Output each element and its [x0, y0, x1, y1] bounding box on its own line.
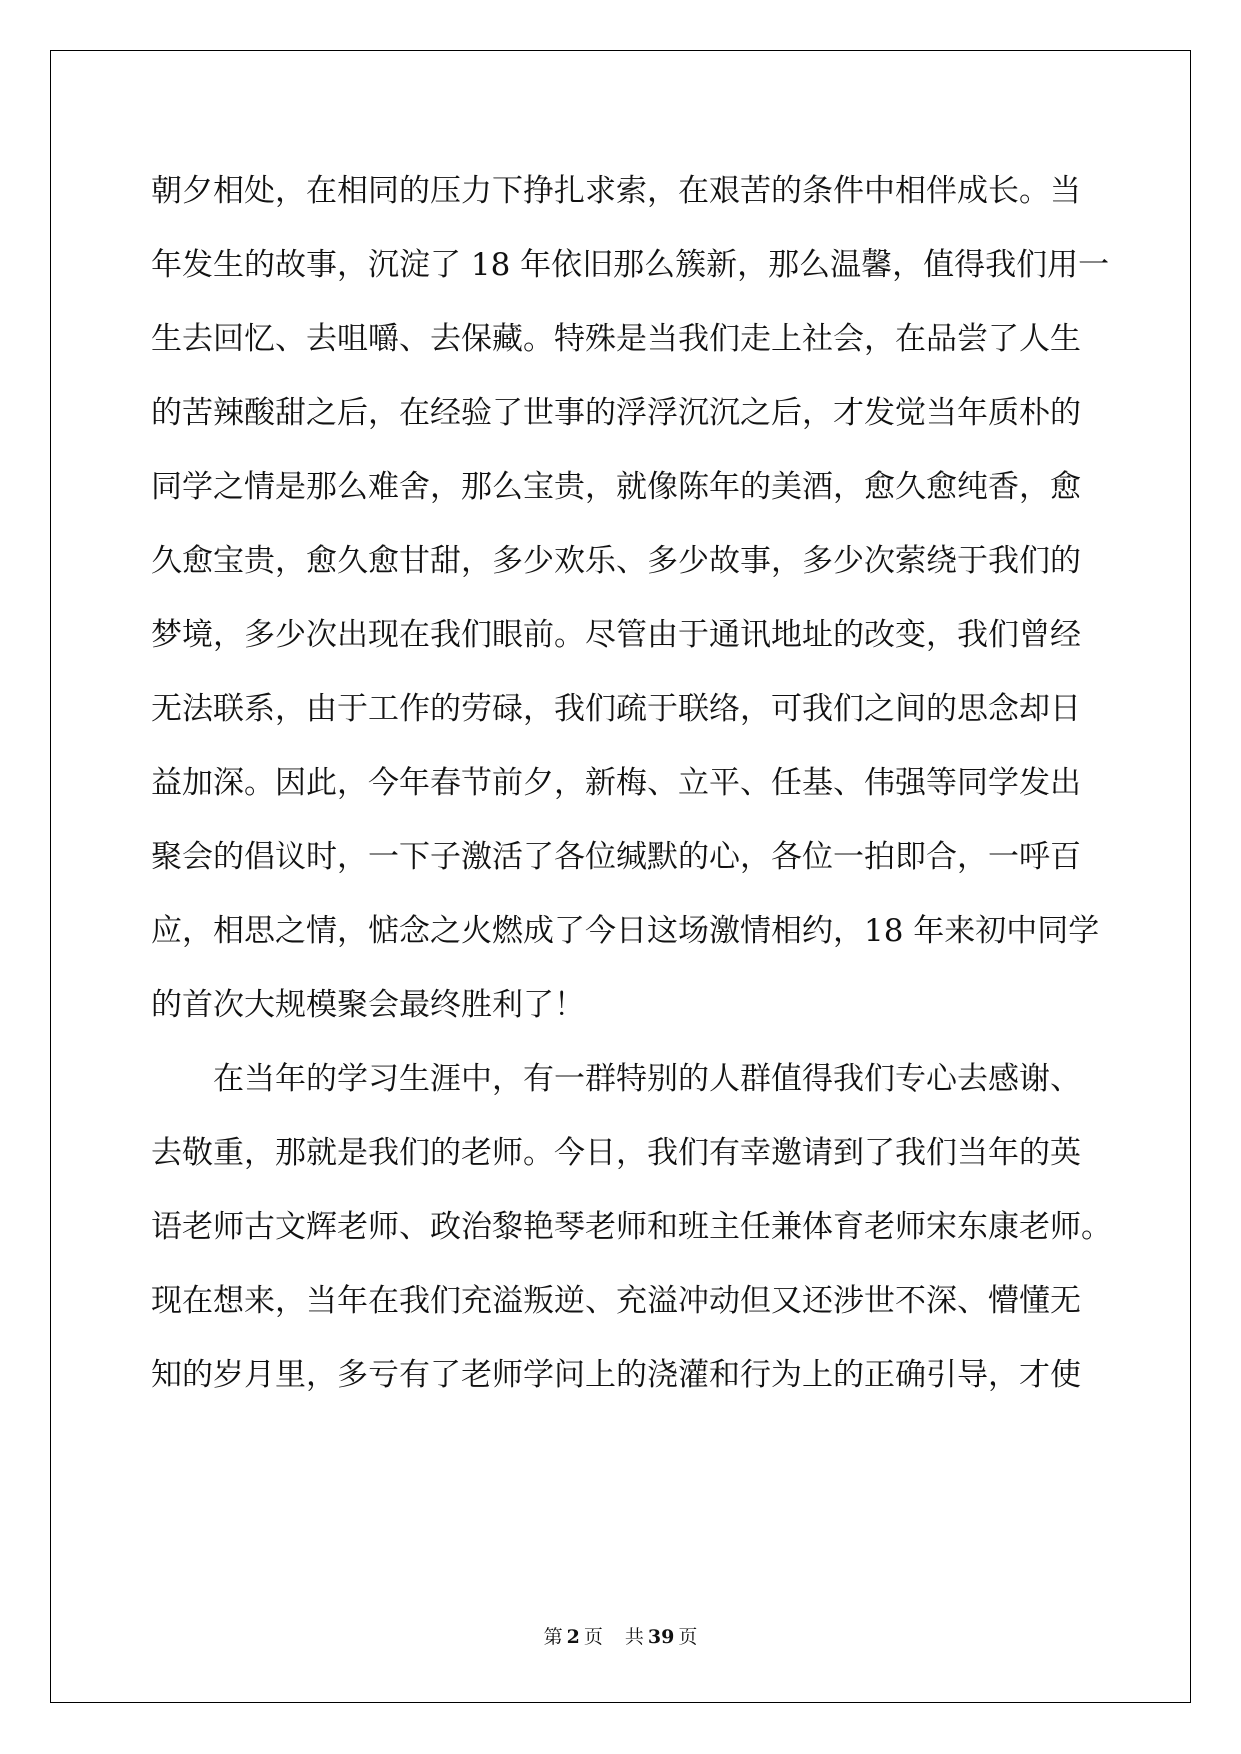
text-line: 同学之情是那么难舍，那么宝贵，就像陈年的美酒，愈久愈纯香，愈: [151, 469, 1081, 505]
total-indicator: [621, 1626, 701, 1648]
text-line: 的首次大规模聚会最终胜利了！: [151, 987, 585, 1023]
text-line: 生去回忆、去咀嚼、去保藏。特殊是当我们走上社会，在品尝了人生: [151, 321, 1081, 357]
text-line: 益加深。因此，今年春节前夕，新梅、立平、任基、伟强等同学发出: [151, 765, 1081, 801]
text-line: 久愈宝贵，愈久愈甘甜，多少欢乐、多少故事，多少次萦绕于我们的: [151, 543, 1081, 579]
text-line: 去敬重，那就是我们的老师。今日，我们有幸邀请到了我们当年的英: [151, 1135, 1081, 1171]
paragraph-2: [151, 1042, 1112, 1412]
paragraph-1: [151, 154, 1110, 1042]
text-line: 语老师古文辉老师、政治黎艳琴老师和班主任兼体育老师宋东康老师。: [151, 1209, 1112, 1245]
document-body: [151, 154, 1112, 1412]
text-line: 在当年的学习生涯中，有一群特别的人群值得我们专心去感谢、: [213, 1061, 1081, 1097]
text-line: 梦境，多少次出现在我们眼前。尽管由于通讯地址的改变，我们曾经: [151, 617, 1081, 653]
page-label: 第: [543, 1626, 563, 1648]
total-suffix: 页: [678, 1626, 698, 1648]
page-number: 2: [566, 1626, 580, 1648]
text-line: 的苦辣酸甜之后，在经验了世事的浮浮沉沉之后，才发觉当年质朴的: [151, 395, 1081, 431]
page-indicator: [540, 1626, 607, 1648]
total-pages: 39: [647, 1626, 675, 1648]
text-line: 年发生的故事，沉淀了 18 年依旧那么簇新，那么温馨，值得我们用一: [151, 247, 1110, 283]
page-suffix: 页: [583, 1626, 603, 1648]
text-line: 现在想来，当年在我们充溢叛逆、充溢冲动但又还涉世不深、懵懂无: [151, 1283, 1081, 1319]
text-line: 知的岁月里，多亏有了老师学问上的浇灌和行为上的正确引导，才使: [151, 1357, 1081, 1393]
text-line: 朝夕相处，在相同的压力下挣扎求索，在艰苦的条件中相伴成长。当: [151, 173, 1081, 209]
text-line: 聚会的倡议时，一下子激活了各位缄默的心，各位一拍即合，一呼百: [151, 839, 1081, 875]
text-line: 无法联系，由于工作的劳碌，我们疏于联络，可我们之间的思念却日: [151, 691, 1081, 727]
text-line: 应，相思之情，惦念之火燃成了今日这场激情相约，18 年来初中同学: [151, 913, 1100, 949]
page-footer: [0, 1622, 1241, 1649]
total-label: 共: [624, 1626, 644, 1648]
